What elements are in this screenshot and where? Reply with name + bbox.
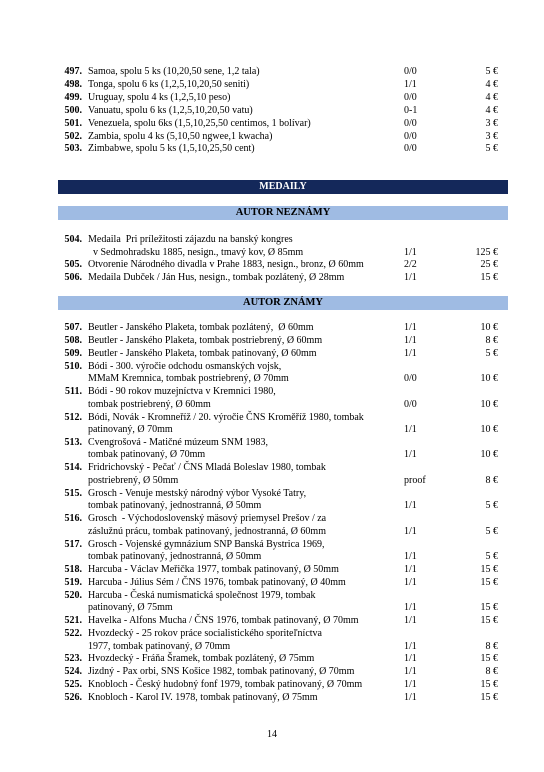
item-price: 8 € bbox=[485, 640, 498, 652]
item-condition: 0/0 bbox=[404, 143, 417, 155]
list-item bbox=[0, 513, 544, 538]
list-item bbox=[0, 564, 544, 577]
list-item bbox=[0, 361, 544, 386]
item-description-line: Jizdný - Pax orbi, SNS Košice 1982, tombak patinovaný, Ø 70mm bbox=[88, 666, 355, 678]
item-number: 516. bbox=[64, 513, 82, 525]
item-price: 5 € bbox=[485, 347, 498, 359]
item-price: 10 € bbox=[480, 424, 498, 435]
item-price: 15 € bbox=[480, 563, 498, 575]
item-price: 15 € bbox=[480, 272, 498, 284]
item-number: 501. bbox=[64, 117, 82, 129]
item-price: 125 € bbox=[475, 246, 498, 258]
item-number: 509. bbox=[64, 347, 82, 359]
item-condition: 0/0 bbox=[404, 130, 417, 142]
item-description-line: Bódi - 300. výročie odchodu osmanských vojsk, bbox=[88, 360, 282, 372]
item-number: 506. bbox=[64, 272, 82, 284]
item-number: 497. bbox=[64, 66, 82, 77]
item-price: 15 € bbox=[480, 602, 498, 614]
item-condition: proof bbox=[404, 474, 426, 486]
section-header-autor-znamy: AUTOR ZNÁMY bbox=[58, 296, 508, 310]
item-number: 503. bbox=[64, 143, 82, 155]
item-number: 514. bbox=[64, 462, 82, 474]
item-number: 510. bbox=[64, 360, 82, 372]
item-condition: 1/1 bbox=[404, 563, 417, 575]
item-condition: 1/1 bbox=[404, 424, 417, 435]
item-description-line: Havelka - Alfons Mucha / ČNS 1976, tombak patinovaný, Ø 70mm bbox=[88, 615, 359, 627]
item-condition: 1/1 bbox=[404, 322, 417, 333]
item-number: 520. bbox=[64, 589, 82, 601]
item-number: 513. bbox=[64, 436, 82, 448]
item-condition: 2/2 bbox=[404, 259, 417, 271]
item-number: 518. bbox=[64, 563, 82, 575]
item-number: 523. bbox=[64, 653, 82, 665]
list-item bbox=[0, 79, 544, 92]
item-number: 525. bbox=[64, 679, 82, 691]
item-description-line: Knobloch - Karol IV. 1978, tombak patinovaný, Ø 75mm bbox=[88, 692, 318, 704]
item-description-line: Harcuba - Július Sém / ČNS 1976, tombak patinovaný, Ø 40mm bbox=[88, 576, 346, 588]
item-condition: 1/1 bbox=[404, 666, 417, 678]
item-description-line: Bódi - 90 rokov muzejníctva v Kremnici 1980, bbox=[88, 386, 276, 398]
list-item bbox=[0, 105, 544, 118]
item-description-line: Samoa, spolu 5 ks (10,20,50 sene, 1,2 tala) bbox=[88, 66, 260, 77]
list-item bbox=[0, 234, 544, 259]
item-price: 8 € bbox=[485, 334, 498, 346]
item-condition: 1/1 bbox=[404, 246, 417, 258]
list-item bbox=[0, 437, 544, 462]
item-number: 521. bbox=[64, 615, 82, 627]
item-number: 507. bbox=[64, 322, 82, 333]
section-header-autor-neznamy: AUTOR NEZNÁMY bbox=[58, 206, 508, 220]
item-condition: 1/1 bbox=[404, 551, 417, 562]
item-description-line: Beutler - Janského Plaketa, tombak postriebrený, Ø 60mm bbox=[88, 334, 323, 346]
item-number: 500. bbox=[64, 104, 82, 116]
item-description-line: Tonga, spolu 6 ks (1,2,5,10,20,50 seniti) bbox=[88, 78, 250, 90]
item-number: 526. bbox=[64, 692, 82, 704]
list-item bbox=[0, 653, 544, 666]
list-item bbox=[0, 131, 544, 144]
item-condition: 1/1 bbox=[404, 692, 417, 704]
item-condition: 1/1 bbox=[404, 576, 417, 588]
item-price: 15 € bbox=[480, 576, 498, 588]
item-price: 3 € bbox=[485, 117, 498, 129]
item-description-line: tombak patinovaný, Ø 70mm bbox=[88, 449, 206, 461]
item-description-line: Grosch - Venuje mestský národný výbor Vysoké Tatry, bbox=[88, 487, 307, 499]
item-condition: 1/1 bbox=[404, 525, 417, 537]
item-price: 8 € bbox=[485, 666, 498, 678]
item-description-line: tombak postriebrený, Ø 60mm bbox=[88, 398, 211, 410]
item-description-line: Medaila Pri príležitosti zájazdu na banský kongres bbox=[88, 234, 293, 245]
list-item bbox=[0, 488, 544, 513]
item-description-line: Venezuela, spolu 6ks (1,5,10,25,50 centimos, 1 bolívar) bbox=[88, 117, 311, 129]
item-description-line: patinovaný, Ø 75mm bbox=[88, 602, 173, 614]
list-item bbox=[0, 679, 544, 692]
item-number: 512. bbox=[64, 411, 82, 423]
item-price: 4 € bbox=[485, 104, 498, 116]
item-condition: 0/0 bbox=[404, 398, 417, 410]
list-item bbox=[0, 539, 544, 564]
item-description-line: Zimbabwe, spolu 5 ks (1,5,10,25,50 cent) bbox=[88, 143, 255, 155]
item-description-line: postriebrený, Ø 50mm bbox=[88, 474, 179, 486]
item-condition: 1/1 bbox=[404, 615, 417, 627]
item-number: 504. bbox=[64, 234, 82, 245]
item-price: 4 € bbox=[485, 91, 498, 103]
item-description-line: Beutler - Janského Plaketa, tombak patinovaný, Ø 60mm bbox=[88, 347, 317, 359]
item-description-line: záslužnú prácu, tombak patinovaný, jednostranná, Ø 60mm bbox=[88, 525, 326, 537]
item-number: 517. bbox=[64, 538, 82, 550]
list-item bbox=[0, 259, 544, 272]
item-price: 15 € bbox=[480, 692, 498, 704]
item-description-line: Bódi, Novák - Kromneříž / 20. výročie ČNS Kroměříž 1980, tombak bbox=[88, 411, 364, 423]
item-condition: 0/0 bbox=[404, 66, 417, 77]
item-number: 499. bbox=[64, 91, 82, 103]
item-description-line: tombak patinovaný, jednostranná, Ø 50mm bbox=[88, 500, 262, 512]
item-price: 4 € bbox=[485, 78, 498, 90]
item-price: 5 € bbox=[485, 143, 498, 155]
item-condition: 0-1 bbox=[404, 104, 418, 116]
item-price: 5 € bbox=[485, 500, 498, 512]
item-description-line: Uruguay, spolu 4 ks (1,2,5,10 peso) bbox=[88, 91, 231, 103]
item-description-line: Harcuba - Václav Meřička 1977, tombak patinovaný, Ø 50mm bbox=[88, 563, 339, 575]
list-item bbox=[0, 92, 544, 105]
list-item bbox=[0, 272, 544, 285]
item-description-line: patinovaný, Ø 70mm bbox=[88, 424, 173, 435]
item-condition: 1/1 bbox=[404, 449, 417, 461]
item-price: 5 € bbox=[485, 525, 498, 537]
list-item bbox=[0, 348, 544, 361]
section-header-medaily: MEDAILY bbox=[58, 180, 508, 194]
item-description-line: v Sedmohradsku 1885, nesign., tmavý kov, Ø 85mm bbox=[88, 246, 304, 258]
item-number: 515. bbox=[64, 487, 82, 499]
item-description-line: Fridrichovský - Pečať / ČNS Mladá Boleslav 1980, tombak bbox=[88, 462, 326, 474]
item-number: 505. bbox=[64, 259, 82, 271]
item-price: 8 € bbox=[485, 474, 498, 486]
item-number: 508. bbox=[64, 334, 82, 346]
item-description-line: Zambia, spolu 4 ks (5,10,50 ngwee,1 kwacha) bbox=[88, 130, 273, 142]
item-condition: 1/1 bbox=[404, 653, 417, 665]
list-item bbox=[0, 386, 544, 411]
item-description-line: Grosch - Vojenské gymnázium SNP Banská Bystrica 1969, bbox=[88, 538, 325, 550]
item-price: 10 € bbox=[480, 449, 498, 461]
item-price: 5 € bbox=[485, 551, 498, 562]
list-item bbox=[0, 143, 544, 156]
item-condition: 0/0 bbox=[404, 91, 417, 103]
item-number: 519. bbox=[64, 576, 82, 588]
item-price: 15 € bbox=[480, 615, 498, 627]
item-condition: 1/1 bbox=[404, 272, 417, 284]
item-number: 498. bbox=[64, 78, 82, 90]
list-item bbox=[0, 335, 544, 348]
item-condition: 1/1 bbox=[404, 679, 417, 691]
item-condition: 1/1 bbox=[404, 78, 417, 90]
item-number: 522. bbox=[64, 628, 82, 639]
item-description-line: Otvorenie Národného divadla v Prahe 1883, nesign., bronz, Ø 60mm bbox=[88, 259, 364, 271]
item-number: 511. bbox=[65, 386, 82, 398]
item-description-line: Medaila Dubček / Ján Hus, nesign., tombak pozlátený, Ø 28mm bbox=[88, 272, 345, 284]
list-item bbox=[0, 666, 544, 679]
item-condition: 0/0 bbox=[404, 373, 417, 385]
item-description-line: Cvengrošová - Matičné múzeum SNM 1983, bbox=[88, 436, 268, 448]
item-number: 524. bbox=[64, 666, 82, 678]
item-condition: 1/1 bbox=[404, 334, 417, 346]
item-price: 15 € bbox=[480, 679, 498, 691]
item-description-line: Knobloch - Český hudobný fonf 1979, tombak patinovaný, Ø 70mm bbox=[88, 679, 363, 691]
list-item bbox=[0, 322, 544, 335]
item-price: 10 € bbox=[480, 373, 498, 385]
list-item bbox=[0, 628, 544, 653]
list-item bbox=[0, 577, 544, 590]
list-item bbox=[0, 412, 544, 437]
item-description-line: Hvozdecký - Fráňa Šramek, tombak pozlátený, Ø 75mm bbox=[88, 653, 315, 665]
list-item bbox=[0, 66, 544, 79]
item-description-line: Grosch - Východoslovenský mäsový priemysel Prešov / za bbox=[88, 513, 327, 525]
item-description-line: Hvozdecký - 25 rokov práce socialistického sporiteľníctva bbox=[88, 628, 322, 639]
item-description-line: tombak patinovaný, jednostranná, Ø 50mm bbox=[88, 551, 262, 562]
item-description-line: Beutler - Janského Plaketa, tombak pozlátený, Ø 60mm bbox=[88, 322, 314, 333]
page-number: 14 bbox=[267, 729, 277, 740]
item-price: 25 € bbox=[480, 259, 498, 271]
item-price: 3 € bbox=[485, 130, 498, 142]
list-item bbox=[0, 118, 544, 131]
item-number: 502. bbox=[64, 130, 82, 142]
item-price: 5 € bbox=[485, 66, 498, 77]
list-item bbox=[0, 692, 544, 705]
list-item bbox=[0, 590, 544, 615]
item-price: 10 € bbox=[480, 398, 498, 410]
item-description-line: Vanuatu, spolu 6 ks (1,2,5,10,20,50 vatu) bbox=[88, 104, 253, 116]
list-item bbox=[0, 462, 544, 487]
item-price: 15 € bbox=[480, 653, 498, 665]
item-condition: 0/0 bbox=[404, 117, 417, 129]
item-description-line: 1977, tombak patinovaný, Ø 70mm bbox=[88, 640, 231, 652]
list-item bbox=[0, 615, 544, 628]
item-condition: 1/1 bbox=[404, 347, 417, 359]
item-description-line: MMaM Kremnica, tombak postriebrený, Ø 70mm bbox=[88, 373, 289, 385]
item-condition: 1/1 bbox=[404, 602, 417, 614]
item-description-line: Harcuba - Česká numismatická společnost 1979, tombak bbox=[88, 589, 316, 601]
item-condition: 1/1 bbox=[404, 640, 417, 652]
item-condition: 1/1 bbox=[404, 500, 417, 512]
item-price: 10 € bbox=[480, 322, 498, 333]
